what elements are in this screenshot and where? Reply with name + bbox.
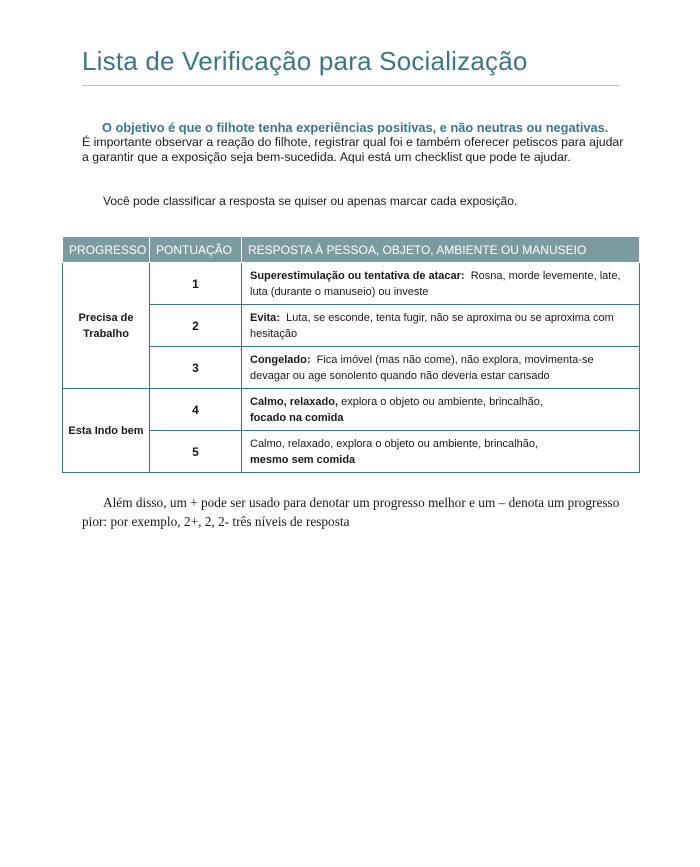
group-going-well: Esta Indo bem — [63, 389, 150, 473]
table-row — [63, 305, 640, 347]
table-row — [63, 347, 640, 389]
response-text: Calmo, relaxado, explora o objeto ou ambiente, brincalhão, — [250, 437, 539, 450]
score-cell: 3 — [150, 347, 242, 389]
title-divider — [82, 85, 619, 86]
classify-note: Você pode classificar a resposta se quiser ou apenas marcar cada exposição. — [103, 194, 518, 208]
table-row — [63, 263, 640, 305]
response-bold: Superestimulação ou tentativa de atacar: — [250, 269, 465, 282]
response-bold-end: mesmo sem comida — [250, 453, 356, 466]
response-cell — [242, 263, 640, 305]
response-text: explora o objeto ou ambiente, brincalhão, — [341, 395, 543, 408]
response-text: Rosna, morde levemente, late, luta (durante o manuseio) ou investe — [250, 269, 621, 298]
table-row — [63, 389, 640, 431]
score-cell: 1 — [150, 263, 242, 305]
response-cell — [242, 431, 640, 473]
closing-paragraph: Além disso, um + pode ser usado para denotar um progresso melhor e um – denota um progresso pior: por exemplo, 2+, 2, 2- três níveis de resposta — [82, 495, 620, 529]
intro-body: É importante observar a reação do filhote, registrar qual foi e também oferecer petiscos para ajudar a garantir que a exposição seja bem-sucedida. Aqui está um checklist que pode te ajudar. — [82, 135, 624, 164]
table-header-row — [63, 237, 640, 263]
response-cell — [242, 389, 640, 431]
response-cell — [242, 305, 640, 347]
header-progress: PROGRESSO — [63, 237, 150, 263]
header-score: PONTUAÇÃO — [150, 237, 242, 263]
score-cell: 4 — [150, 389, 242, 431]
response-bold: Calmo, relaxado, — [250, 395, 339, 408]
score-cell: 2 — [150, 305, 242, 347]
intro-lead: O objetivo é que o filhote tenha experiências positivas, e não neutras ou negativas. — [102, 120, 609, 135]
intro-paragraph — [82, 120, 627, 165]
response-bold: Evita: — [250, 311, 280, 324]
score-cell: 5 — [150, 431, 242, 473]
response-bold: Congelado: — [250, 353, 311, 366]
response-bold-end: focado na comida — [250, 411, 344, 424]
response-text: Fica imóvel (mas não come), não explora, movimenta-se devagar ou age sonolento quando não deveria estar cansado — [250, 353, 594, 382]
header-response: RESPOSTA À PESSOA, OBJETO, AMBIENTE OU MANUSEIO — [242, 237, 640, 263]
page-title: Lista de Verificação para Socialização — [82, 46, 528, 76]
socialization-table — [62, 236, 640, 473]
response-cell — [242, 347, 640, 389]
table-row — [63, 431, 640, 473]
response-text: Luta, se esconde, tenta fugir, não se aproxima ou se aproxima com hesitação — [250, 311, 614, 340]
group-needs-work: Precisa de Trabalho — [63, 263, 150, 389]
